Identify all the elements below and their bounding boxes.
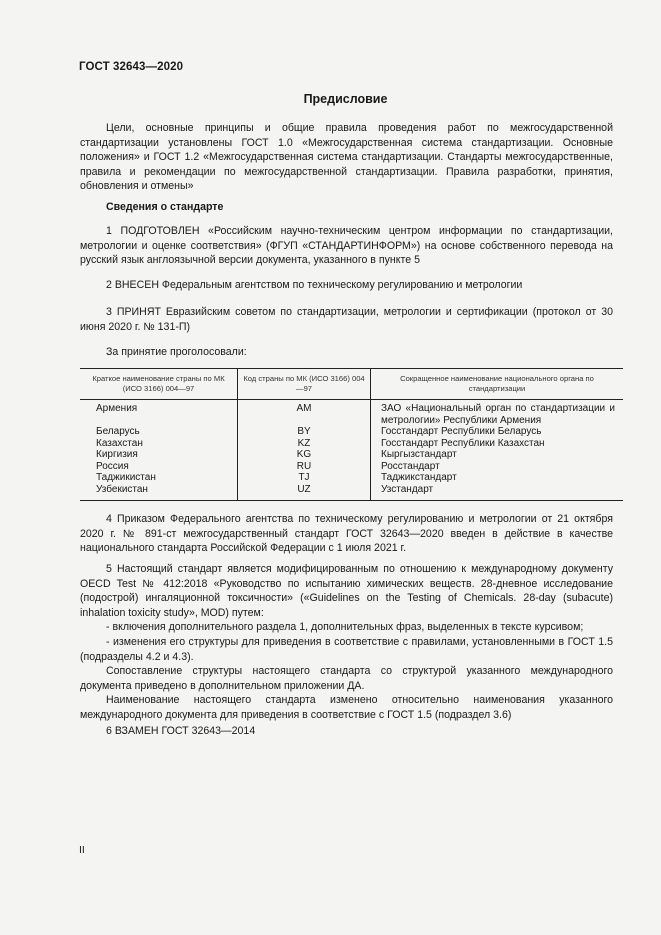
country-code: TJ [238, 472, 371, 484]
country-name: Армения [96, 403, 138, 414]
country-name: Киргизия [96, 449, 138, 460]
item-5-bullet-2: - изменения его структуры для приведения в соответствие с правилами, установленными в ГОСТ 1.5 (подразделы 4.2 и 4.3). [80, 635, 613, 663]
item-4-order: 4 Приказом Федерального агентства по техническому регулированию и метрологии от 21 октября 2020 г. № 891-ст межгосударственный стандарт ГОСТ 32643—2020 введен в действие в качестве национального стандарта Российской Федерации с 1 июля 2021 г. [80, 513, 613, 555]
item-5-bullet-1: - включения дополнительного раздела 1, дополнительных фраз, выделенных в тексте курсивом; [106, 621, 584, 634]
country-code: BY [238, 426, 371, 438]
country-name: Казахстан [96, 437, 143, 449]
country-code: UZ [238, 484, 371, 501]
country-code: KG [238, 449, 371, 461]
column-header-organization: Сокращенное наименование национального органа по стандартизации [371, 369, 624, 400]
voted-label: За принятие проголосовали: [106, 346, 247, 358]
voting-countries-table [80, 368, 623, 501]
item-5-naming: Наименование настоящего стандарта изменено относительно наименования указанного международного документа для приведения в соответствие с ГОСТ 1.5 (подраздел 3.6) [80, 694, 613, 721]
standards-organization: Госстандарт Республики Беларусь [371, 426, 624, 438]
table-header-row [80, 369, 623, 400]
item-5-text: 5 Настоящий стандарт является модифицированным по отношению к международному документу OECD Test № 412:2018 «Руководство по испытанию химических веществ. 28-дневное исследование (подострой) ингаляционной токсичности» («Guidelines on the Testing of Chemicals. 28-day (subacute) inhalation toxicity study», MOD) путем: [80, 563, 613, 619]
item-2-introduced: 2 ВНЕСЕН Федеральным агентством по техническому регулированию и метрологии [106, 279, 523, 291]
column-header-code: Код страны по МК (ИСО 3166) 004—97 [238, 369, 371, 400]
item-6-replaces: 6 ВЗАМЕН ГОСТ 32643—2014 [106, 725, 256, 737]
table-row [80, 400, 623, 427]
standards-organization: Госстандарт Республики Казахстан [371, 438, 624, 450]
standards-organization: Таджикстандарт [371, 472, 624, 484]
table-row [80, 438, 623, 450]
page-number: II [79, 844, 85, 856]
country-name: Таджикистан [96, 472, 156, 483]
country-code: KZ [238, 438, 371, 450]
about-standard-heading: Сведения о стандарте [106, 201, 224, 213]
standards-organization: Кыргызстандарт [371, 449, 624, 461]
item-5-comparison: Сопоставление структуры настоящего стандарта со структурой указанного международного документа приведено в дополнительном приложении ДА. [80, 665, 613, 692]
standards-organization: ЗАО «Национальный орган по стандартизации и метрологии» Республики Армения [371, 400, 624, 427]
column-header-country: Краткое наименование страны по МК (ИСО 3166) 004—97 [80, 369, 238, 400]
standards-organization: Росстандарт [371, 461, 624, 473]
country-name: Россия [96, 460, 129, 472]
standards-organization: Узстандарт [371, 484, 624, 501]
item-1-prepared: 1 ПОДГОТОВЛЕН «Российским научно-техническим центром информации по стандартизации, метрологии и оценке соответствия» (ФГУП «СТАНДАРТИНФОРМ») на основе собственного перевода на русский язык англоязычной версии документа, указанного в пункте 5 [80, 225, 613, 267]
item-3-adopted: 3 ПРИНЯТ Евразийским советом по стандартизации, метрологии и сертификации (протокол от 30 июня 2020 г. № 131-П) [80, 306, 613, 333]
table-row [80, 426, 623, 438]
table-row [80, 484, 623, 501]
document-code-header: ГОСТ 32643—2020 [79, 61, 184, 73]
country-code: AM [238, 400, 371, 427]
table-row [80, 449, 623, 461]
country-name: Узбекистан [80, 484, 238, 501]
page-title: Предисловие [303, 92, 388, 106]
country-code: RU [238, 461, 371, 473]
item-5-modification [80, 562, 613, 723]
table-row [80, 461, 623, 473]
intro-paragraph: Цели, основные принципы и общие правила проведения работ по межгосударственной стандартизации установлены ГОСТ 1.0 «Межгосударственная система стандартизации. Основные положения» и ГОСТ 1.2 «Межгосударственная система стандартизации. Стандарты межгосударственные, правила и рекомендации по межгосударственной стандартизации. Правила разработки, принятия, обновления и отмены» [80, 122, 613, 193]
table-row [80, 472, 623, 484]
country-name: Беларусь [96, 426, 140, 437]
